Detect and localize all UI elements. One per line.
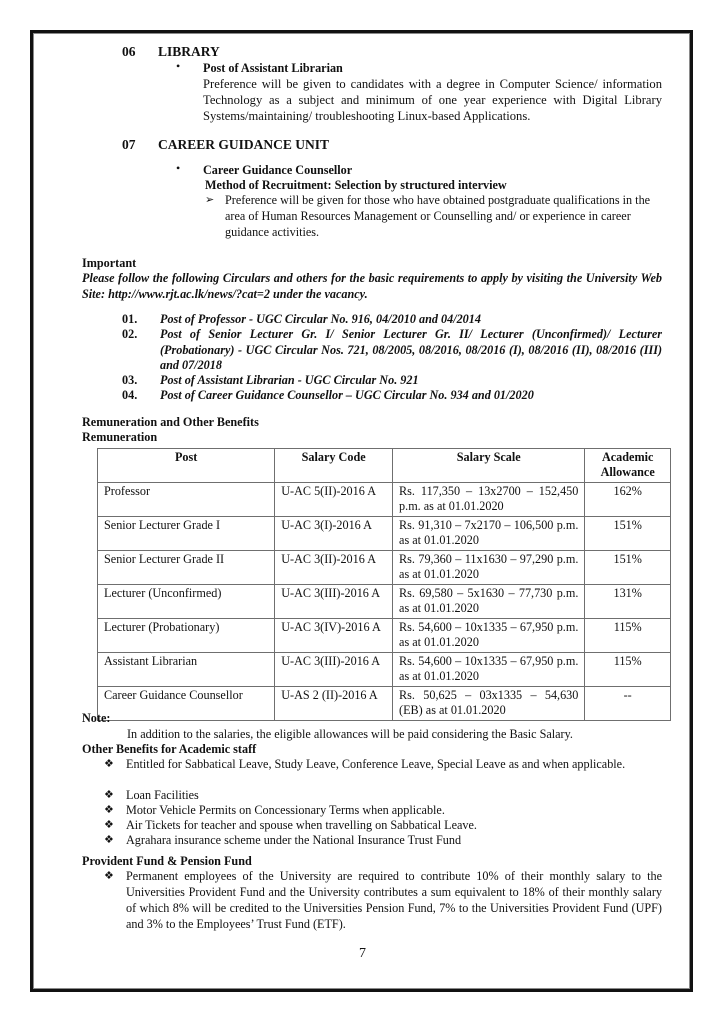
- cell-salary-code: U-AS 2 (II)-2016 A: [275, 687, 393, 721]
- diamond-bullet-icon: ❖: [104, 804, 114, 816]
- cell-salary-scale: Rs. 50,625 – 03x1335 – 54,630 (EB) as at 01.01.2020: [393, 687, 585, 721]
- cell-allowance: 115%: [585, 653, 671, 687]
- important-text: Please follow the following Circulars and others for the basic requirements to apply by visiting the University Web Site: http://www.rjt.ac.lk/news/?cat=2 under the vacancy.: [82, 271, 662, 301]
- post-title-assistant-librarian: Post of Assistant Librarian: [203, 61, 343, 75]
- cell-allowance: 162%: [585, 483, 671, 517]
- section-number: 07: [122, 137, 136, 152]
- remuneration-heading: Remuneration and Other Benefits: [82, 415, 259, 429]
- table-row: [98, 619, 671, 653]
- cell-allowance: --: [585, 687, 671, 721]
- cell-salary-code: U-AC 5(II)-2016 A: [275, 483, 393, 517]
- diamond-bullet-icon: ❖: [104, 789, 114, 801]
- remuneration-table: [97, 448, 671, 721]
- benefit-item: Entitled for Sabbatical Leave, Study Leave, Conference Leave, Special Leave as and when applicable.: [126, 757, 626, 771]
- table-row: [98, 585, 671, 619]
- provident-heading: Provident Fund & Pension Fund: [82, 854, 252, 868]
- table-row: [98, 483, 671, 517]
- column-header-academic-allowance: Academic Allowance: [585, 449, 671, 483]
- table-row: [98, 653, 671, 687]
- cell-post: Career Guidance Counsellor: [98, 687, 275, 721]
- benefit-item: Motor Vehicle Permits on Concessionary Terms when applicable.: [126, 803, 445, 817]
- bullet-icon: •: [176, 161, 181, 175]
- section-library-header: [0, 44, 725, 62]
- diamond-bullet-icon: ❖: [104, 758, 114, 770]
- circular-item: 04. Post of Career Guidance Counsellor – UGC Circular No. 934 and 01/2020: [122, 388, 534, 402]
- diamond-bullet-icon: ❖: [104, 870, 114, 882]
- career-preference: Preference will be given for those who have obtained postgraduate qualifications in the area of Human Resources Management or Counselling and/ or experience in career guidance activities.: [225, 193, 651, 239]
- diamond-bullet-icon: ❖: [104, 819, 114, 831]
- section-title: CAREER GUIDANCE UNIT: [158, 137, 330, 152]
- cell-post: Professor: [98, 483, 275, 517]
- diamond-bullet-icon: ❖: [104, 834, 114, 846]
- cell-salary-scale: Rs. 79,360 – 11x1630 – 97,290 p.m. as at 01.01.2020: [393, 551, 585, 585]
- table-header-row: [98, 449, 671, 483]
- circular-item: 03. Post of Assistant Librarian - UGC Circular No. 921: [122, 373, 419, 387]
- note-heading: Note:: [82, 711, 111, 725]
- provident-text: Permanent employees of the University are required to contribute 10% of their monthly salary to the Universities Provident Fund and the University contributes a sum equivalent to 18% of their monthly salary of which 8% will be credited to the Universities Pension Fund, 7% to the Universities Provident Fund (UPF) and 3% to the Employees’ Trust Fund (ETF).: [126, 869, 662, 931]
- cell-salary-code: U-AC 3(III)-2016 A: [275, 585, 393, 619]
- post-title-career-counsellor: Career Guidance Counsellor: [203, 163, 353, 177]
- section-title: LIBRARY: [158, 44, 220, 59]
- cell-post: Lecturer (Probationary): [98, 619, 275, 653]
- column-header-salary-scale: Salary Scale: [393, 449, 585, 483]
- remuneration-subheading: Remuneration: [82, 430, 158, 444]
- cell-post: Senior Lecturer Grade II: [98, 551, 275, 585]
- cell-post: Senior Lecturer Grade I: [98, 517, 275, 551]
- library-description: Preference will be given to candidates with a degree in Computer Science/ information Technology as a subject and minimum of one year experience with Digital Library Systems/maintaining/ troubleshooting Linux-based Applications.: [203, 77, 662, 123]
- cell-salary-code: U-AC 3(I)-2016 A: [275, 517, 393, 551]
- note-text: In addition to the salaries, the eligible allowances will be paid considering the Basic Salary.: [127, 727, 573, 741]
- cell-allowance: 151%: [585, 517, 671, 551]
- cell-salary-scale: Rs. 69,580 – 5x1630 – 77,730 p.m. as at 01.01.2020: [393, 585, 585, 619]
- benefit-item: Loan Facilities: [126, 788, 199, 802]
- benefits-heading: Other Benefits for Academic staff: [82, 742, 257, 756]
- table-row: [98, 551, 671, 585]
- benefit-item: Air Tickets for teacher and spouse when travelling on Sabbatical Leave.: [126, 818, 477, 832]
- cell-salary-scale: Rs. 91,310 – 7x2170 – 106,500 p.m. as at 01.01.2020: [393, 517, 585, 551]
- cell-allowance: 115%: [585, 619, 671, 653]
- cell-allowance: 131%: [585, 585, 671, 619]
- cell-salary-scale: Rs. 54,600 – 10x1335 – 67,950 p.m. as at 01.01.2020: [393, 619, 585, 653]
- cell-salary-code: U-AC 3(IV)-2016 A: [275, 619, 393, 653]
- circular-item: 02. Post of Senior Lecturer Gr. I/ Senior Lecturer Gr. II/ Lecturer (Unconfirmed)/ Lecturer (Probationary) - UGC Circular Nos. 721, 08/2005, 08/2016, 08/2016 (I), 08/2016 (II), 08/2016 (III) and 07/2018: [122, 327, 662, 372]
- cell-allowance: 151%: [585, 551, 671, 585]
- bullet-icon: •: [176, 59, 181, 73]
- cell-post: Lecturer (Unconfirmed): [98, 585, 275, 619]
- method-of-recruitment: Method of Recruitment: Selection by structured interview: [205, 178, 507, 192]
- important-heading: Important: [82, 256, 137, 270]
- column-header-salary-code: Salary Code: [275, 449, 393, 483]
- circular-item: 01. Post of Professor - UGC Circular No. 916, 04/2010 and 04/2014: [122, 312, 481, 326]
- arrow-bullet-icon: ➢: [205, 194, 215, 206]
- table-row: [98, 687, 671, 721]
- column-header-post: Post: [98, 449, 275, 483]
- section-number: 06: [122, 44, 136, 59]
- cell-salary-scale: Rs. 117,350 – 13x2700 – 152,450 p.m. as at 01.01.2020: [393, 483, 585, 517]
- cell-post: Assistant Librarian: [98, 653, 275, 687]
- page-number: 7: [359, 946, 366, 961]
- cell-salary-scale: Rs. 54,600 – 10x1335 – 67,950 p.m. as at 01.01.2020: [393, 653, 585, 687]
- benefit-item: Agrahara insurance scheme under the National Insurance Trust Fund: [126, 833, 462, 847]
- section-career-header: [0, 137, 725, 155]
- table-row: [98, 517, 671, 551]
- cell-salary-code: U-AC 3(III)-2016 A: [275, 653, 393, 687]
- cell-salary-code: U-AC 3(II)-2016 A: [275, 551, 393, 585]
